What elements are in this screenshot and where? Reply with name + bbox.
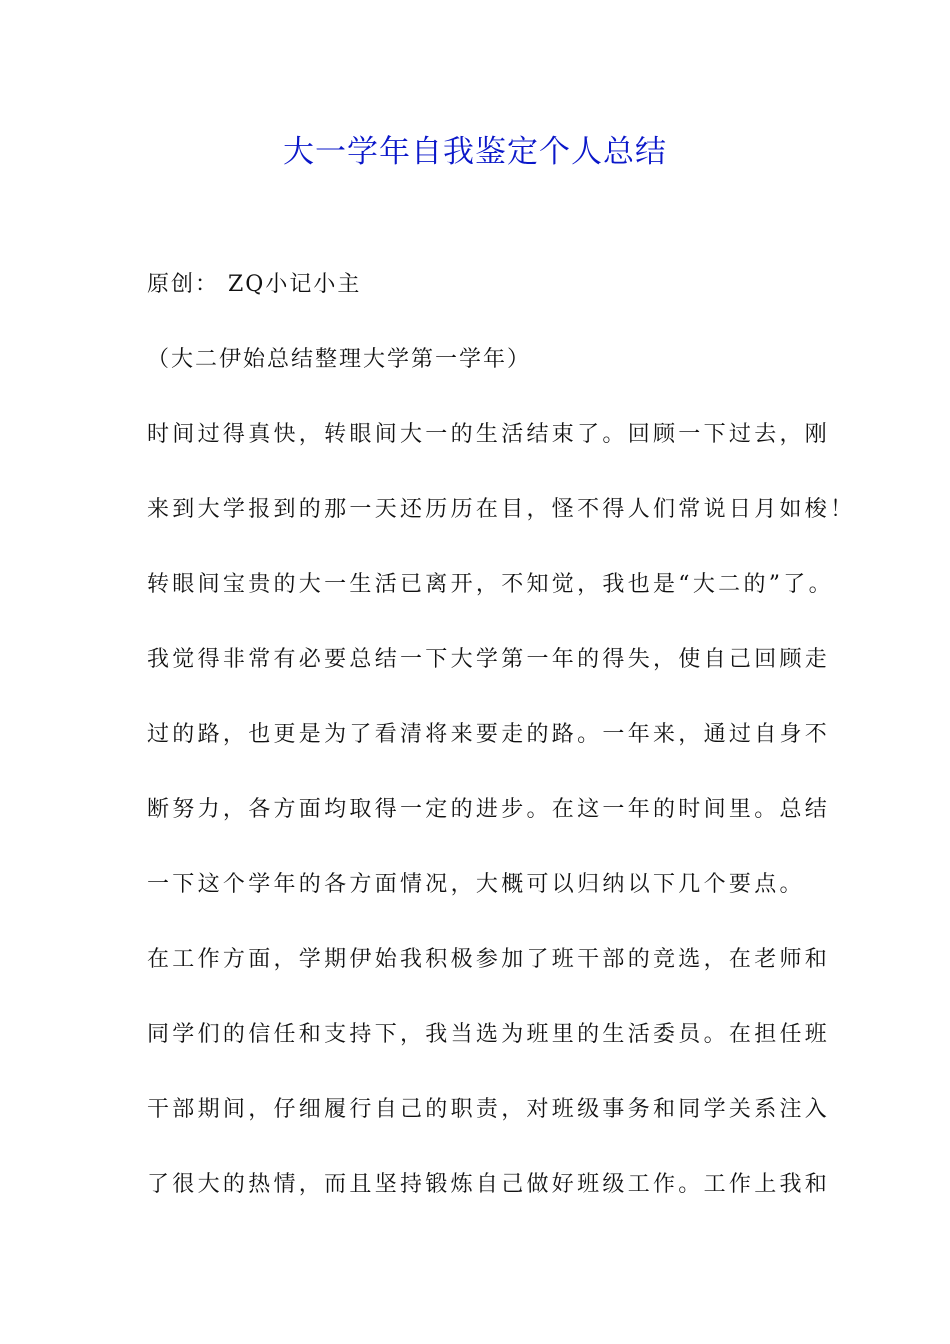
- document-title: 大一学年自我鉴定个人总结: [283, 134, 667, 170]
- body-line-1: 时间过得真快，转眼间大一的生活结束了。回顾一下过去，刚: [147, 422, 831, 447]
- body-line-3: 转眼间宝贵的大一生活已离开，不知觉，我也是“大二的”了。: [147, 572, 834, 597]
- subtitle-line: （大二伊始总结整理大学第一学年）: [147, 347, 532, 372]
- body-line-5: 过的路，也更是为了看清将来要走的路。一年来，通过自身不: [147, 722, 831, 747]
- body-line-9: 同学们的信任和支持下，我当选为班里的生活委员。在担任班: [147, 1022, 831, 1047]
- body-line-11: 了很大的热情，而且坚持锻炼自己做好班级工作。工作上我和: [147, 1172, 831, 1197]
- body-line-4: 我觉得非常有必要总结一下大学第一年的得失，使自己回顾走: [147, 647, 831, 672]
- body-line-2: 来到大学报到的那一天还历历在目，怪不得人们常说日月如梭！: [147, 497, 856, 522]
- body-line-10: 干部期间，仔细履行自己的职责，对班级事务和同学关系注入: [147, 1097, 831, 1122]
- body-line-6: 断努力，各方面均取得一定的进步。在这一年的时间里。总结: [147, 797, 831, 822]
- body-line-8: 在工作方面，学期伊始我积极参加了班干部的竞选，在老师和: [147, 947, 831, 972]
- author-line: 原创： ZQ小记小主: [147, 272, 362, 297]
- body-line-7: 一下这个学年的各方面情况，大概可以归纳以下几个要点。: [147, 872, 805, 897]
